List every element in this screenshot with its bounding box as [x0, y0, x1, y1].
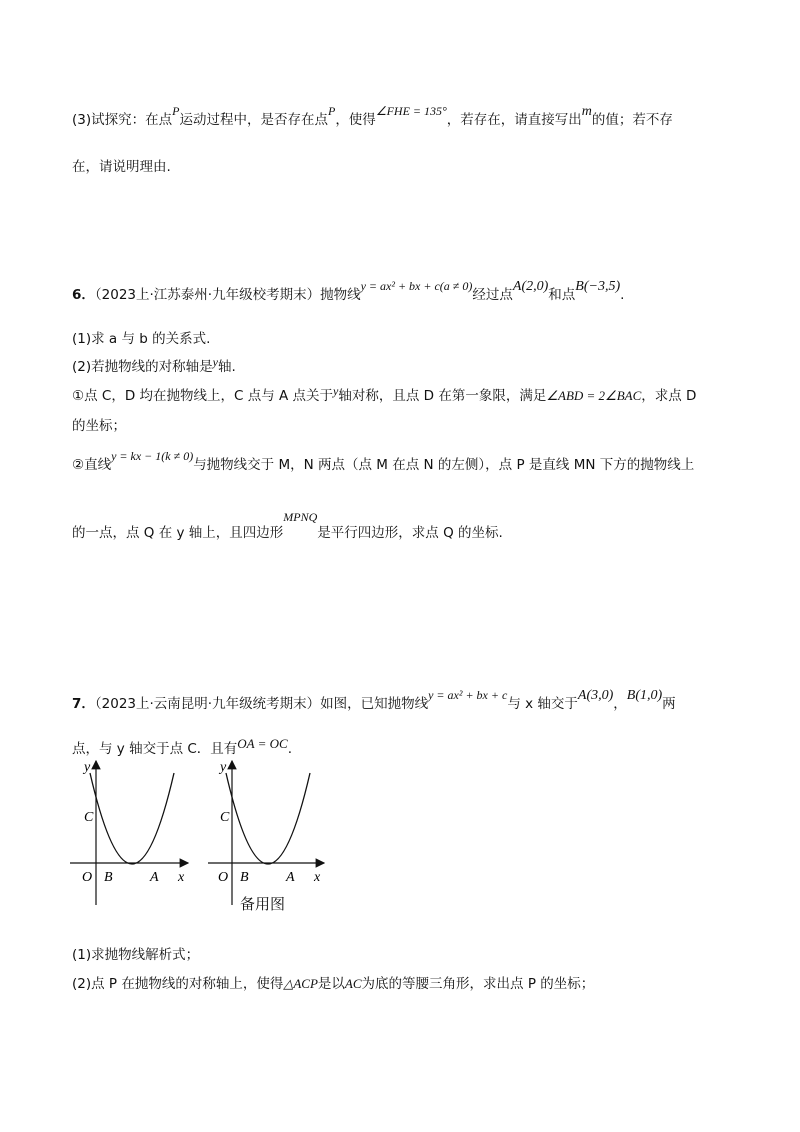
parabola-figure-backup [208, 760, 324, 905]
y-axis-label: y [220, 760, 227, 775]
point-a-label: A [286, 870, 295, 885]
q7-point-A: A(3,0) [577, 688, 614, 703]
q5-part3-line1 [72, 104, 673, 129]
q6-point-A: A(2,0) [512, 279, 549, 294]
q6-var-y: y [333, 384, 339, 398]
figure-caption: 备用图 [240, 895, 286, 913]
q5-var-m: m [581, 104, 592, 119]
question-number: 6． [72, 287, 95, 303]
q5-var-P: P [172, 104, 180, 118]
q7-header-line [72, 688, 676, 713]
q6-source: （2023上·江苏泰州·九年级校考期末）抛物线 [94, 287, 361, 303]
q6-text: 和点 [548, 287, 576, 303]
q7-equation: y = ax² + bx + c [428, 688, 508, 702]
q6-text: . [620, 287, 625, 303]
q5-var-P: P [327, 104, 336, 118]
point-b-label: B [240, 870, 249, 885]
q7-part2 [72, 972, 594, 992]
q6-text: 与抛物线交于 M，N 两点（点 M 在点 N 的左侧），点 P 是直线 MN 下方的抛物线上 [193, 457, 695, 473]
q5-text: ，使得 [335, 112, 376, 128]
q6-text: 轴. [217, 359, 236, 375]
q7-line2 [72, 737, 292, 757]
q5-text: (3)试探究：在点 [72, 112, 173, 128]
q6-angle-expression: ∠ABD = 2∠BAC [546, 388, 642, 403]
question-number: 7． [72, 696, 95, 712]
q6-text: 的坐标； [72, 418, 126, 434]
q6-part2 [72, 355, 236, 375]
q6-text: ②直线 [72, 457, 112, 473]
point-b-label: B [104, 870, 113, 885]
q6-quadrilateral: MPNQ [283, 510, 318, 524]
point-c-label: C [220, 810, 230, 825]
q7-segment-ac: AC [344, 976, 362, 991]
q7-text: ， [613, 696, 627, 712]
q6-equation: y = ax² + bx + c(a ≠ 0) [360, 279, 473, 293]
q6-case1-line2 [72, 414, 126, 434]
q5-text: ，若存在，请直接写出 [446, 112, 582, 128]
q7-point-B: B(1,0) [626, 688, 663, 703]
q7-text: 两 [662, 696, 676, 712]
q6-text: 的一点，点 Q 在 y 轴上，且四边形 [72, 525, 284, 541]
q6-text: (2)若抛物线的对称轴是 [72, 359, 213, 375]
q6-text: 经过点 [472, 287, 513, 303]
q6-part1 [72, 327, 210, 347]
q7-text: . [287, 741, 293, 757]
q7-triangle-acp: △ACP [283, 976, 318, 991]
q7-equation-oa-oc: OA = OC [237, 736, 288, 751]
parabola-curve [226, 773, 310, 864]
q6-header-line [72, 279, 625, 304]
point-a-label: A [150, 870, 159, 885]
q5-text: 的值；若不存 [591, 112, 673, 128]
q7-text: 与 x 轴交于 [507, 696, 578, 712]
q5-part3-line2 [72, 155, 171, 175]
q7-source: （2023上·云南昆明·九年级统考期末）如图，已知抛物线 [94, 696, 429, 712]
q6-case2-line1 [72, 449, 695, 473]
q7-text: 点，与 y 轴交于点 C．且有 [72, 741, 238, 757]
origin-label: O [218, 870, 229, 885]
q5-text: 运动过程中，是否存在点 [179, 112, 328, 128]
q7-figures [66, 755, 336, 915]
q6-text: 是平行四边形，求点 Q 的坐标. [317, 525, 503, 541]
origin-label: O [82, 870, 93, 885]
q6-case2-line2 [72, 510, 503, 541]
q7-part1-text: (1)求抛物线解析式； [72, 947, 200, 963]
q6-case1-line1 [72, 384, 696, 404]
q7-text: (2)点 P 在抛物线的对称轴上，使得 [72, 976, 284, 992]
q6-point-B: B(−3,5) [575, 279, 621, 294]
q5-text: 在，请说明理由. [72, 159, 171, 175]
q7-text: 为底的等腰三角形，求出点 P 的坐标； [361, 976, 595, 992]
q6-line-equation: y = kx − 1(k ≠ 0) [111, 449, 194, 463]
q7-part1 [72, 943, 199, 963]
x-axis-label: x [314, 870, 321, 885]
q6-text: ，求点 D [641, 388, 697, 404]
y-axis-label: y [84, 760, 91, 775]
parabola-figures-svg [66, 755, 336, 915]
q6-part1-text: (1)求 a 与 b 的关系式. [72, 331, 211, 347]
q5-angle-expression: ∠FHE = 135° [375, 104, 447, 118]
q7-text: 是以 [317, 976, 345, 992]
q6-text: ①点 C，D 均在抛物线上，C 点与 A 点关于 [72, 388, 334, 404]
parabola-curve [90, 773, 174, 864]
parabola-figure-main [70, 760, 188, 905]
x-axis-label: x [178, 870, 185, 885]
q6-text: 轴对称，且点 D 在第一象限，满足 [338, 388, 547, 404]
point-c-label: C [84, 810, 94, 825]
q6-var-y: y [212, 355, 218, 369]
